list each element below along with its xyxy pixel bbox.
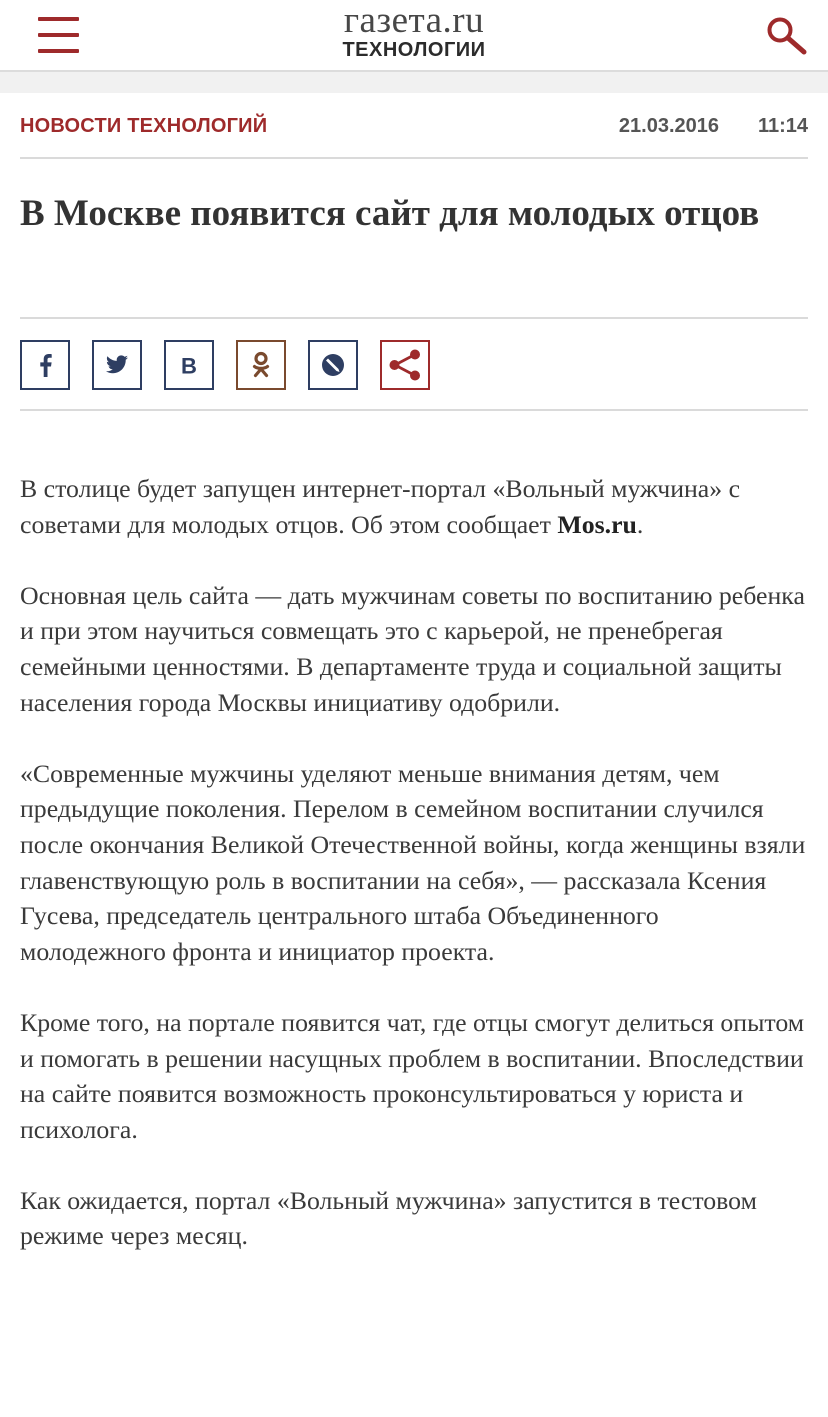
article-paragraph: В столице будет запущен интернет-портал «Вольный мужчина» с советами для молодых отцов. Об этом сообщает Mos.ru. [20, 474, 741, 539]
search-icon[interactable] [766, 16, 808, 56]
share-icon [382, 342, 428, 388]
publish-time: 11:14 [757, 115, 808, 137]
article-body [20, 471, 808, 1290]
facebook-share-button[interactable] [20, 340, 70, 390]
section-name[interactable]: ТЕХНОЛОГИИ [342, 39, 486, 61]
odnoklassniki-icon [238, 342, 284, 388]
more-share-button[interactable] [380, 340, 430, 390]
article-title: В Москве появится сайт для молодых отцов [20, 193, 760, 234]
vkontakte-share-button[interactable] [164, 340, 214, 390]
article-meta [20, 113, 808, 139]
publish-date: 21.03.2016 [618, 115, 719, 137]
livejournal-share-button[interactable] [308, 340, 358, 390]
twitter-share-button[interactable] [92, 340, 142, 390]
article-paragraph: Как ожидается, портал «Вольный мужчина» запустится в тестовом режиме через месяц. [20, 1185, 757, 1251]
source-link[interactable]: Mos.ru [557, 509, 637, 539]
top-bar [0, 0, 828, 72]
vkontakte-icon [166, 342, 212, 388]
rubric-link[interactable]: НОВОСТИ ТЕХНОЛОГИЙ [20, 115, 268, 137]
logo-wordmark[interactable]: газета.ru [343, 0, 485, 41]
svg-text:B: B [181, 353, 197, 379]
twitter-icon [94, 342, 140, 388]
article-paragraph: «Современные мужчины уделяют меньше внимания детям, чем предыдущие поколения. Перелом в семейном воспитании случился после окончания Великой Отечественной войны, когда женщины взяли главенствующую роль в воспитании на себя», — рассказала Ксения Гусева, председатель центрального штаба Объединенного молодежного фронта и инициатор проекта. [20, 758, 806, 966]
divider [20, 317, 808, 319]
article-container [0, 93, 828, 1417]
article-paragraph: Основная цель сайта — дать мужчинам советы по воспитанию ребенка и при этом научиться совмещать это с карьерой, не пренебрегая семейными ценностями. В департаменте труда и социальной защиты населения города Москвы инициативу одобрили. [20, 580, 805, 717]
divider [20, 409, 808, 411]
facebook-icon [22, 342, 68, 388]
livejournal-icon [310, 342, 356, 388]
odnoklassniki-share-button[interactable] [236, 340, 286, 390]
article-paragraph: Кроме того, на портале появится чат, где отцы смогут делиться опытом и помогать в решении насущных проблем в воспитании. Впоследствии на сайте появится возможность проконсультироваться у юриста и психолога. [20, 1007, 805, 1144]
divider [20, 157, 808, 159]
site-logo[interactable] [0, 2, 828, 60]
